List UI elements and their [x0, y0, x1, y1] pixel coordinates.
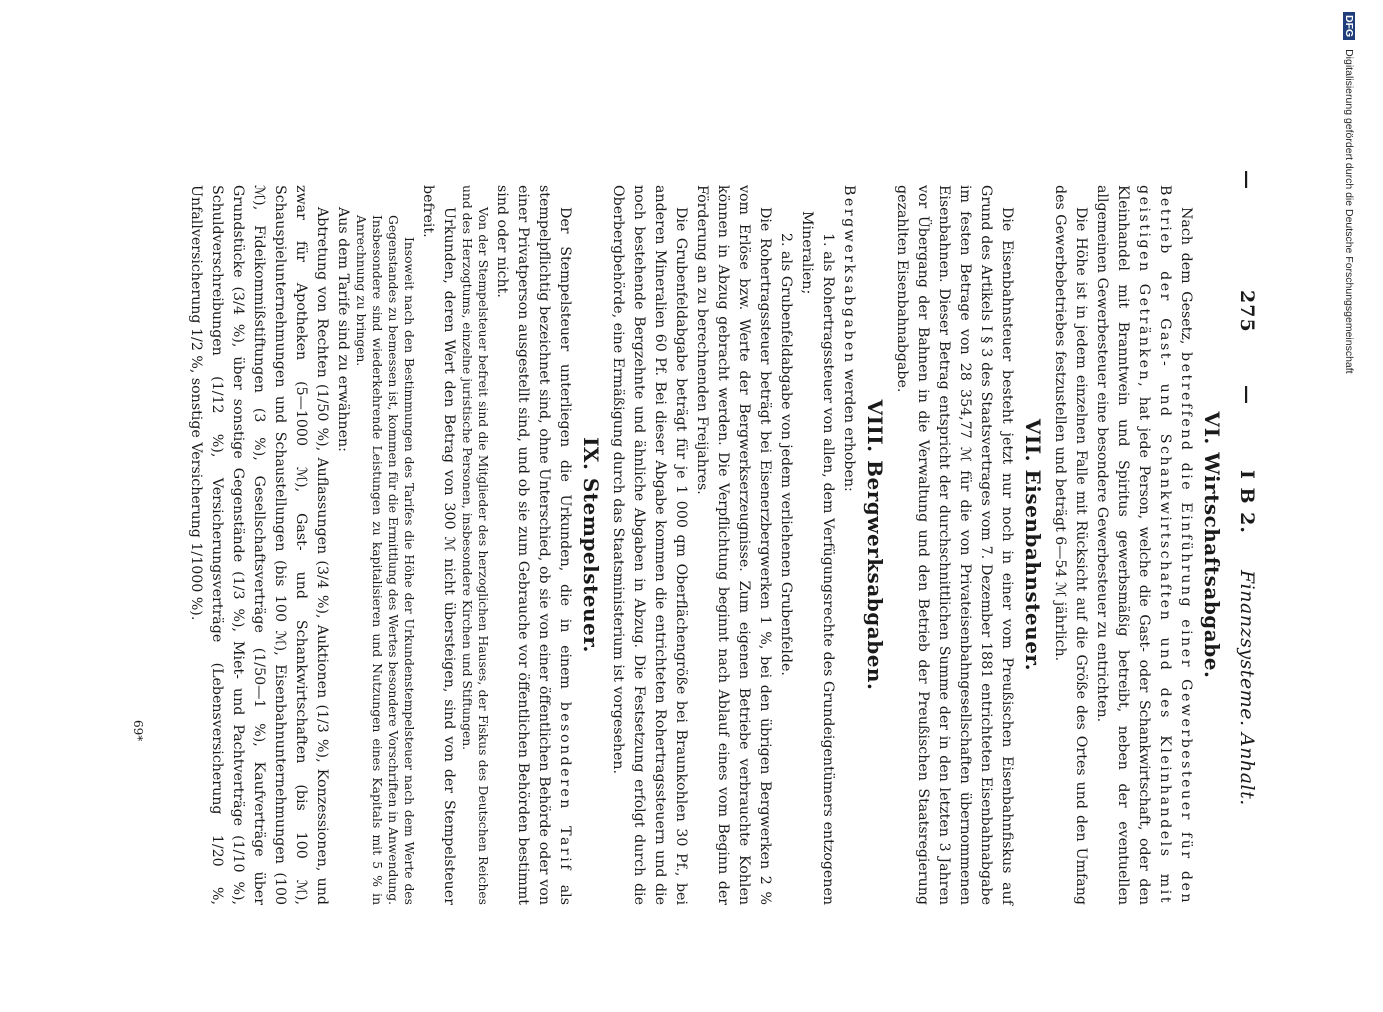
signature-mark: 69*: [131, 720, 145, 742]
heading-bergwerksabgaben: VIII. Bergwerksabgaben.: [863, 399, 887, 691]
law-title-spaced: betreffend die Einführung einer Gewerbesteuer für den Betrieb der Gast- und Schankwirtschaften und des Kleinhandels mit geistigen Getränken,: [1136, 185, 1194, 905]
list-item: 2. als Grubenfeldabgabe von jedem verliehenen Grubenfelde.: [778, 233, 794, 676]
paragraph-small: Von der Stempelsteuer befreit sind die Mitglieder des herzoglichen Hauses, der Fiskus des Deutschen Reiches und des Herzogtums, einzelne juristische Personen, insbesondere Kirchen und Stiftungen.: [460, 185, 490, 905]
paragraph-lead: Nach dem Gesetz,: [1178, 207, 1194, 345]
paragraph: Aus dem Tarife sind zu erwähnen:: [335, 207, 351, 452]
heading-eisenbahnsteuer: VII. Eisenbahnsteuer.: [1021, 418, 1045, 672]
paragraph-text: werden erhoben:: [841, 369, 857, 492]
page-number: 275: [1236, 290, 1258, 333]
page-header: [1228, 170, 1258, 890]
paragraph: Die Eisenbahnsteuer besteht jetzt nur noch in einer vom Preußischen Eisenbahnfiskus auf Grund des Artikels I § 3 des Staatsvertrages vom 7. Dezember 1881 entrichteten Eisenbahnabgabe im festen Betrage von 28 354,77 ℳ für die von Privateisenbahngesellschaften übernommenen Eisenbahnen. Dieser Betrag entspricht der durchschnittlichen Summe der in den letzten 3 Jahren vor Übergang der Bahnen in die Verwaltung und den Betrieb der Preußischen Staatsregierung gezahlten Eisenbahnabgabe.: [894, 185, 1015, 905]
paragraph: Abtretung von Rechten (1/50 %), Auflassungen (3/4 %), Auktionen (1/3 %), Konzessionen, und zwar für Apotheken (5—1000 ℳ), Gast- und Schankwirtschaften (bis 100 ℳ), Schauspielunternehmungen und Schaustellungen (bis 100 ℳ), Eisenbahnunternehmungen (100 ℳ), Fideikommißstiftungen (3 %), Gesellschaftsverträge (1/50—1 %), Kaufverträge über Grundstücke (3/4 %), über sonstige Gegenstände (1/3 %), Miet- und Pachtverträge (1/10 %), Schuldverschreibungen (1/12 %), Versicherungsverträge (Lebensversicherung 1/20 %, Unfallversicherung 1/2 %, sonstige Versicherung 1/1000 %).: [188, 185, 330, 905]
section-code: I B 2.: [1236, 470, 1258, 535]
paragraph: Urkunden, deren Wert den Betrag von 300 ℳ nicht übersteigen, sind von der Stempelsteuer befreit.: [420, 185, 457, 905]
side-credit-label: [1335, 12, 1355, 1012]
credit-text: Digitalisierung gefördert durch die Deutsche Forschungsgemeinschaft: [1343, 49, 1355, 374]
paragraph-text: als stempelpflichtig bezeichnet sind, ohne Unterschied, ob sie von einer öffentlichen Behörde oder von einer Privatperson ausgestellt sind, und ob sie zum Gebrauche vor öffentlichen Behörden bestimmt sind oder nicht.: [494, 185, 573, 905]
paragraph-lead: Der Stempelsteuer unterliegen die Urkunden, die in einem: [557, 207, 573, 689]
list-item: 1. als Rohertragssteuer von allen, dem Verfügungsrechte des Grundeigentümers entzogenen Mineralien;: [799, 211, 836, 905]
heading-wirtschaftsabgabe: VI. Wirtschaftsabgabe.: [1200, 411, 1224, 679]
paragraph: [491, 185, 575, 905]
paragraph-text: hat jede Person, welche die Gast- oder Schankwirtschaft, oder den Kleinhandel mit Branntwein und Spiritus gewerbsmäßig betreibt, neben der eventuellen allgemeinen Gewerbesteuer eine besondere Gewerbesteuer zu entrichten.: [1094, 185, 1152, 905]
document-body: [185, 185, 1228, 905]
paragraph: [1091, 185, 1196, 905]
term-spaced: besonderen Tarif: [557, 701, 573, 873]
dfg-logo: DFG: [1343, 12, 1355, 40]
header-dash-left: —: [1236, 170, 1258, 190]
header-dash-right: —: [1236, 385, 1258, 405]
paragraph: [838, 185, 859, 905]
running-title: Finanzsysteme. Anhalt.: [1236, 570, 1258, 806]
heading-stempelsteuer: IX. Stempelsteuer.: [579, 437, 603, 653]
paragraph: Die Rohertragssteuer beträgt bei Eisenerzbergwerken 1 %, bei den übrigen Bergwerken 2 % vom Erlöse bzw. Werte der Bergwerkserzeugnisse. Zum eigenen Betriebe verbrauchte Kohlen können in Abzug gebracht werden. Die Verpflichtung beginnt nach Ablauf eines vom Beginn der Förderung an zu berechnenden Freijahres.: [694, 185, 773, 905]
term-spaced: Bergwerksabgaben: [841, 185, 857, 365]
paragraph: Die Grubenfeldabgabe beträgt für je 1 000 qm Oberflächengröße bei Braunkohlen 30 Pf., bei anderen Mineralien 60 Pf. Bei dieser Abgabe kommen die entrichteten Rohertragssteuern und die noch bestehende Bergzehnte und ähnliche Abgaben in Abzug. Die Festsetzung erfolgt durch die Oberbergbehörde, eine Ermäßigung durch das Staatsministerium ist vorgesehen.: [610, 185, 689, 905]
paragraph: Die Höhe ist in jedem einzelnen Falle mit Rücksicht auf die Größe des Ortes und den Umfang des Gewerbebetriebes festzustellen und beträgt 6—54 ℳ jährlich.: [1052, 185, 1089, 905]
paragraph-small: Insoweit nach den Bestimmungen des Tarifes die Höhe der Urkundenstempelsteuer nach dem Werte des Gegenstandes zu bemessen ist, kommen für die Ermittlung des Wertes besondere Vorschriften in Anwendung. Insbesondere sind wiederkehrende Leistungen zu kapitalisieren und Nutzungen eines Kapitals mit 5 % in Anrechnung zu bringen.: [354, 215, 416, 905]
